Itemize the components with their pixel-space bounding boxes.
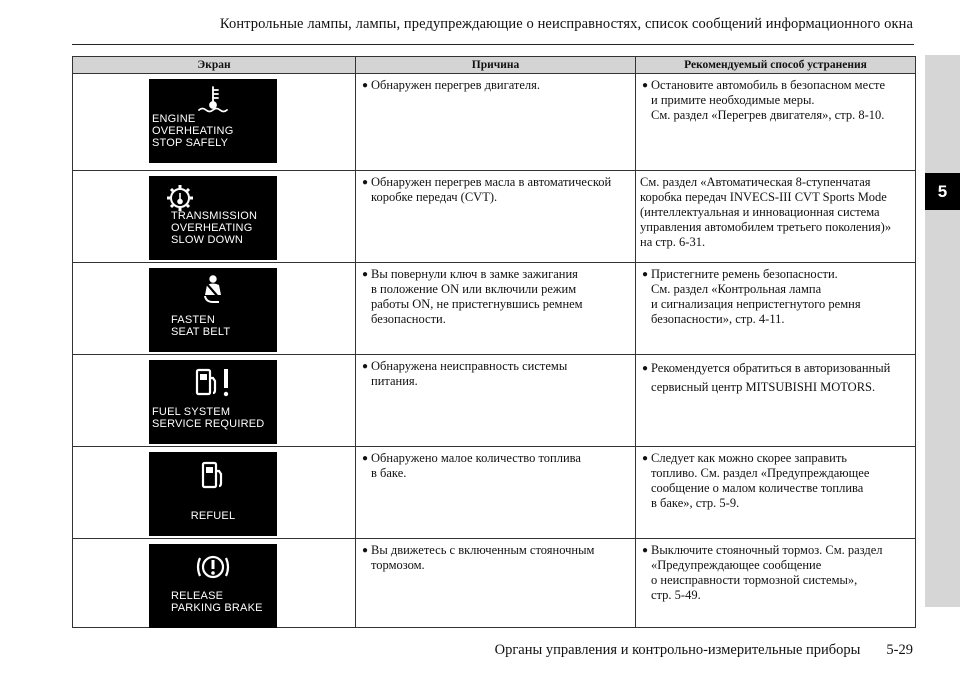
running-footer: [0, 642, 913, 659]
cause-text: Обнаружен перегрев масла в автоматической коробке передач (CVT).: [371, 175, 612, 204]
screen-cell: [73, 171, 356, 263]
bullet-icon: ●: [362, 177, 369, 188]
bullet-icon: ●: [642, 363, 649, 374]
cause-text: Обнаружена неисправность системы питания.: [371, 359, 568, 388]
bullet-icon: ●: [362, 361, 369, 372]
cause-cell: [356, 263, 636, 355]
page-number: 5-29: [886, 642, 913, 658]
display-message: TRANSMISSION OVERHEATING SLOW DOWN: [171, 210, 258, 246]
table-row: [73, 355, 916, 447]
cause-text: Обнаружено малое количество топлива в баке.: [371, 451, 581, 480]
display-screen: [149, 452, 277, 536]
running-header: Контрольные лампы, лампы, предупреждающие о неисправностях, список сообщений информационного окна: [219, 16, 913, 32]
footer-section-title: Органы управления и контрольно-измерительные приборы: [494, 642, 861, 658]
screen-cell: [73, 539, 356, 628]
remedy-text: Выключите стояночный тормоз. См. раздел «Предупреждающее сообщение о неисправности тормозной системы», стр. 5-49.: [651, 543, 883, 602]
remedy-text: Рекомендуется обратиться в авторизованный сервисный центр MITSUBISHI MOTORS.: [651, 361, 891, 394]
chapter-number-tab: 5: [925, 173, 960, 210]
fuel-pump-icon: [149, 458, 277, 492]
remedy-cell: [636, 355, 916, 447]
column-header-remedy: Рекомендуемый способ устранения: [636, 57, 916, 74]
display-message: REFUEL: [190, 510, 236, 522]
column-header-screen: Экран: [73, 57, 356, 74]
table-header-row: [73, 57, 916, 74]
cause-cell: [356, 74, 636, 171]
table-row: [73, 263, 916, 355]
display-screen: [149, 268, 277, 352]
remedy-cell: [636, 171, 916, 263]
screen-cell: [73, 447, 356, 539]
remedy-cell: [636, 539, 916, 628]
bullet-icon: ●: [362, 80, 369, 91]
screen-cell: [73, 355, 356, 447]
screen-cell: [73, 263, 356, 355]
table-row: [73, 447, 916, 539]
display-screen: [149, 544, 277, 628]
cause-text: Обнаружен перегрев двигателя.: [371, 78, 541, 92]
parking-brake-icon: [149, 550, 277, 584]
chapter-side-tab: [925, 55, 960, 607]
display-screen: [149, 79, 277, 163]
remedy-cell: [636, 74, 916, 171]
remedy-cell: [636, 447, 916, 539]
display-message: RELEASE PARKING BRAKE: [171, 590, 263, 614]
cause-cell: [356, 447, 636, 539]
bullet-icon: ●: [642, 269, 649, 280]
seat-belt-icon: [149, 274, 277, 308]
bullet-icon: ●: [642, 453, 649, 464]
table-row: [73, 74, 916, 171]
bullet-icon: ●: [362, 545, 369, 556]
cause-cell: [356, 539, 636, 628]
cause-text: Вы повернули ключ в замке зажигания в положение ON или включили режим работы ON, не пристегнувшись ремнем безопасности.: [371, 267, 583, 326]
display-screen: [149, 176, 277, 260]
fuel-pump-warning-icon: [149, 366, 277, 400]
cause-cell: [356, 355, 636, 447]
cause-text: Вы движетесь с включенным стояночным тормозом.: [371, 543, 595, 572]
message-table: [72, 56, 916, 628]
remedy-cell: [636, 263, 916, 355]
bullet-icon: ●: [362, 269, 369, 280]
remedy-text: Пристегните ремень безопасности. См. раздел «Контрольная лампа и сигнализация непристегнутого ремня безопасности», стр. 4-11.: [651, 267, 861, 326]
table-row: [73, 539, 916, 628]
display-message: FUEL SYSTEM SERVICE REQUIRED: [152, 406, 265, 430]
column-header-cause: Причина: [356, 57, 636, 74]
bullet-icon: ●: [642, 545, 649, 556]
screen-cell: [73, 74, 356, 171]
display-message: ENGINE OVERHEATING STOP SAFELY: [152, 113, 234, 149]
remedy-text: Следует как можно скорее заправить топливо. См. раздел «Предупреждающее сообщение о малом количестве топлива в баке», стр. 5-9.: [651, 451, 870, 510]
remedy-text: См. раздел «Автоматическая 8-ступенчатая коробка передач INVECS-III CVT Sports Mode (интеллектуальная и инновационная система управления автомобилем третьего поколения)» на стр. 6-31.: [640, 175, 892, 249]
cause-cell: [356, 171, 636, 263]
remedy-text: Остановите автомобиль в безопасном месте и примите необходимые меры. См. раздел «Перегрев двигателя», стр. 8-10.: [651, 78, 886, 122]
table-row: [73, 171, 916, 263]
bullet-icon: ●: [362, 453, 369, 464]
display-message: FASTEN SEAT BELT: [171, 314, 231, 338]
bullet-icon: ●: [642, 80, 649, 91]
display-screen: [149, 360, 277, 444]
header-rule: [72, 44, 914, 45]
